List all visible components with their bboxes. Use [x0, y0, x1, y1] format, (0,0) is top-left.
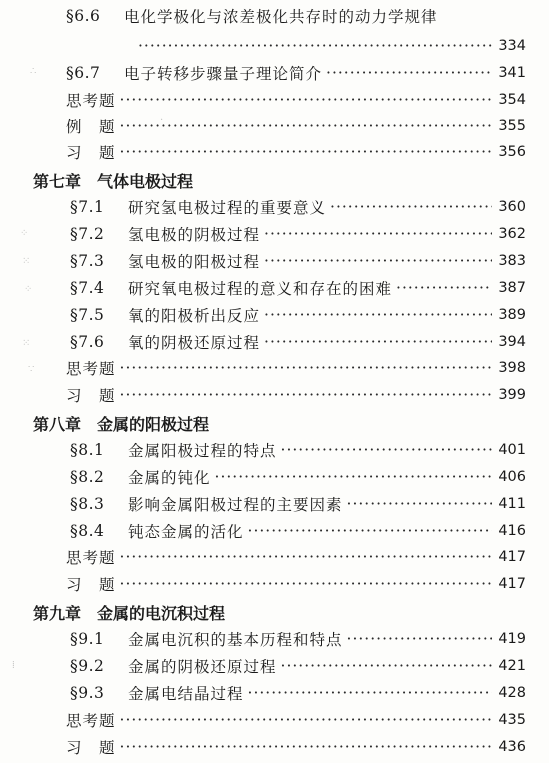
toc-entry-questions	[0, 706, 549, 734]
toc-entry-exercises	[0, 138, 549, 166]
section-title: 影响金属阳极过程的主要因素	[128, 496, 343, 514]
dot-leader	[326, 64, 492, 82]
section-title: 氧的阳极析出反应	[128, 307, 261, 325]
page-number: 387	[498, 280, 526, 296]
chapter-heading-7	[0, 166, 549, 194]
toc-entry-questions	[0, 86, 549, 114]
toc-entry-9-1	[0, 625, 549, 653]
section-number: §7.1	[70, 198, 105, 216]
dot-leader	[264, 306, 492, 324]
chapter-heading-8	[0, 409, 549, 437]
toc-entry-questions	[0, 354, 549, 382]
section-number: §8.4	[70, 522, 105, 540]
section-number: §6.7	[66, 64, 101, 82]
section-number: §7.4	[70, 279, 105, 297]
chapter-title: 第七章 气体电极过程	[33, 171, 194, 191]
toc-entry-7-2	[0, 220, 549, 248]
entry-title: 习 题	[66, 739, 116, 757]
section-number: §7.5	[70, 306, 105, 324]
section-number: §9.2	[70, 657, 105, 675]
toc-entry-8-2	[0, 463, 549, 491]
page-number: 436	[498, 739, 526, 755]
toc-entry-7-6	[0, 328, 549, 356]
toc-entry-9-3	[0, 679, 549, 707]
page-number: 406	[498, 469, 526, 485]
section-title: 金属电沉积的基本历程和特点	[128, 631, 343, 649]
section-number: §9.1	[70, 630, 105, 648]
page-number: 334	[498, 38, 526, 54]
section-title: 金属的钝化	[128, 469, 211, 487]
toc-entry-7-3	[0, 247, 549, 275]
toc-entry-7-5	[0, 301, 549, 329]
section-number: §7.2	[70, 225, 105, 243]
dot-leader	[120, 117, 493, 135]
toc-entry-8-1	[0, 436, 549, 464]
page-number: 341	[498, 65, 526, 81]
scan-smudge: ⁙	[22, 256, 31, 267]
dot-leader	[396, 279, 492, 297]
toc-entry-8-4	[0, 517, 549, 545]
dot-leader	[120, 738, 493, 756]
page-number: 354	[498, 92, 526, 108]
scan-smudge: ∵	[28, 364, 35, 375]
page-number: 360	[498, 199, 526, 215]
chapter-heading-9	[0, 598, 549, 626]
toc-entry-7-4	[0, 274, 549, 302]
toc-entry-9-2	[0, 652, 549, 680]
toc-entry-examples	[0, 112, 549, 140]
dot-leader	[264, 252, 492, 270]
page-number: 362	[498, 226, 526, 242]
scan-smudge: ⁙	[22, 338, 31, 349]
page-number: 416	[498, 523, 526, 539]
scan-smudge: ·	[160, 115, 164, 126]
section-number: §8.1	[70, 441, 105, 459]
dot-leader	[330, 198, 492, 216]
section-number: §8.3	[70, 495, 105, 513]
section-title: 氢电极的阳极过程	[128, 253, 261, 271]
section-number: §7.6	[70, 333, 105, 351]
section-title: 电子转移步骤量子理论简介	[124, 65, 323, 83]
entry-title: 思考题	[66, 712, 116, 730]
dot-leader	[248, 522, 493, 540]
toc-entry-exercises	[0, 733, 549, 761]
scan-smudge: ⁘	[24, 284, 33, 295]
dot-leader	[264, 225, 492, 243]
scan-smudge: ∴	[30, 66, 37, 77]
dot-leader	[281, 657, 493, 675]
dot-leader	[120, 143, 493, 161]
dot-leader	[215, 468, 493, 486]
section-number: §8.2	[70, 468, 105, 486]
scan-smudge: ⁞	[12, 660, 15, 671]
section-title: 金属电结晶过程	[128, 685, 244, 703]
scan-smudge: ⁘	[20, 228, 29, 239]
dot-leader	[120, 386, 493, 404]
page-number: 401	[498, 442, 526, 458]
page-number: 421	[498, 658, 526, 674]
page-number: 383	[498, 253, 526, 269]
entry-title: 习 题	[66, 387, 116, 405]
entry-title: 习 题	[66, 144, 116, 162]
toc-entry-8-3	[0, 490, 549, 518]
dot-leader	[120, 575, 493, 593]
entry-title: 思考题	[66, 549, 116, 567]
page-number: 355	[498, 118, 526, 134]
page-number: 419	[498, 631, 526, 647]
entry-title: 思考题	[66, 92, 116, 110]
page-number: 417	[498, 549, 526, 565]
toc-entry-6-7	[0, 59, 549, 87]
toc-entry-6-6-continued	[0, 32, 549, 60]
page-number: 389	[498, 307, 526, 323]
toc-entry-6-6	[0, 2, 549, 30]
chapter-title: 第九章 金属的电沉积过程	[33, 603, 226, 623]
dot-leader	[120, 91, 493, 109]
section-title: 钝态金属的活化	[128, 523, 244, 541]
dot-leader	[120, 359, 493, 377]
dot-leader	[248, 684, 493, 702]
section-title: 氢电极的阴极过程	[128, 226, 261, 244]
section-title: 氧的阴极还原过程	[128, 334, 261, 352]
dot-leader	[120, 711, 493, 729]
section-title: 研究氧电极过程的意义和存在的困难	[128, 280, 393, 298]
dot-leader	[138, 37, 492, 55]
chapter-title: 第八章 金属的阳极过程	[33, 414, 210, 434]
toc-entry-questions	[0, 543, 549, 571]
section-title: 电化学极化与浓差极化共存时的动力学规律	[124, 8, 438, 26]
entry-title: 习 题	[66, 576, 116, 594]
toc-entry-7-1	[0, 193, 549, 221]
page-number: 399	[498, 387, 526, 403]
dot-leader	[281, 441, 493, 459]
section-number: §9.3	[70, 684, 105, 702]
page-number: 356	[498, 144, 526, 160]
dot-leader	[347, 495, 493, 513]
page-number: 411	[498, 496, 526, 512]
page-number: 394	[498, 334, 526, 350]
entry-title: 例 题	[66, 118, 116, 136]
section-number: §7.3	[70, 252, 105, 270]
section-title: 金属的阴极还原过程	[128, 658, 277, 676]
section-number: §6.6	[66, 7, 101, 25]
entry-title: 思考题	[66, 360, 116, 378]
toc-entry-exercises	[0, 381, 549, 409]
page-number: 428	[498, 685, 526, 701]
dot-leader	[264, 333, 492, 351]
page-number: 417	[498, 576, 526, 592]
page-number: 435	[498, 712, 526, 728]
page-number: 398	[498, 360, 526, 376]
section-title: 金属阳极过程的特点	[128, 442, 277, 460]
dot-leader	[347, 630, 493, 648]
section-title: 研究氢电极过程的重要意义	[128, 199, 327, 217]
dot-leader	[120, 548, 493, 566]
toc-entry-exercises	[0, 570, 549, 598]
